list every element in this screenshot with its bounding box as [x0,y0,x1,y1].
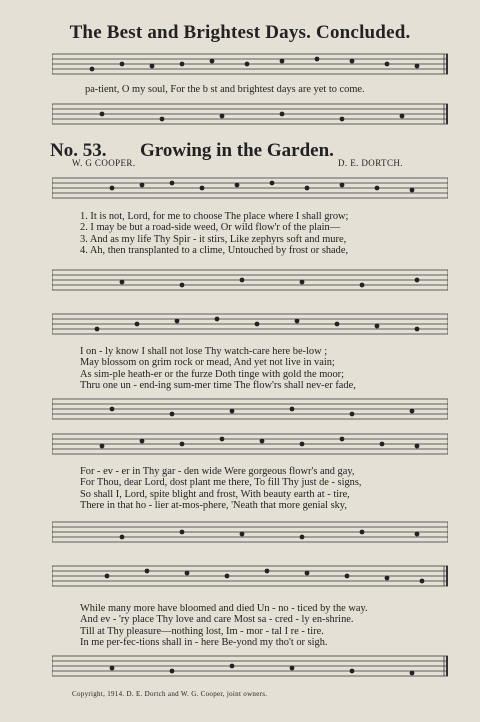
music-staff-treble [52,170,448,208]
top-lyric-line: pa-tient, O my soul, For the b st and brightest days are yet to come. [85,84,365,95]
hymn-number: No. 53. [50,140,107,161]
music-staff-bass [52,96,448,134]
lyric-line: May blossom on grim rock or mead, And yet not live in vain; [80,357,335,369]
music-staff-bass [52,393,448,429]
lyric-line: For - ev - er in Thy gar - den wide Were gorgeous flowr's and gay, [80,466,355,477]
lyric-line: And ev - 'ry place Thy love and care Most sa - cred - ly en-shrine. [80,614,354,626]
music-staff-treble [52,46,448,84]
lyric-line: There in that ho - lier at-mos-phere, 'Neath that more genial sky, [80,500,347,512]
music-staff-treble [52,428,448,464]
lyric-line: 2. I may be but a road-side weed, Or wild flow'r of the plain— [80,222,341,234]
lyricist-credit: W. G COOPER. [72,158,136,168]
verse-lines-system-3 [80,466,362,512]
music-staff-treble [52,560,448,596]
lyric-line: I on - ly know I shall not lose Thy watch-care here be-low ; [80,346,328,357]
verse-lines-system-4 [80,603,368,649]
music-staff-bass [52,650,448,686]
lyric-line: 3. And as my life Thy Spir - it stirs, Like zephyrs soft and mure, [80,233,347,245]
lyric-line: For Thou, dear Lord, dost plant me there, To fill Thy just de - signs, [80,477,362,489]
lyric-line: In me per-fec-tions shall in - here Be-yond my tho't or sigh. [80,637,328,649]
lyric-line: While many more have bloomed and died Un - no - ticed by the way. [80,603,368,614]
verse-lines-system-1 [80,211,348,257]
music-staff-treble [52,308,448,344]
copyright-notice: Copyright, 1914. D. E. Dortch and W. G. Cooper, joint owners. [72,690,268,698]
verse-lines-system-2 [80,346,356,392]
music-staff-bass [52,262,448,300]
lyric-line: Thru one un - end-ing sum-mer time The flow'rs shall nev-er fade, [80,380,356,392]
continued-hymn-title: The Best and Brightest Days. Concluded. [69,22,411,43]
lyric-line: Till at Thy pleasure—nothing lost, Im - mor - tal I re - tire. [80,625,324,637]
composer-credit: D. E. DORTCH. [338,158,403,168]
music-staff-bass [52,516,448,552]
lyric-line: 4. Ah, then transplanted to a clime, Untouched by frost or shade, [80,245,349,257]
hymn-title: Growing in the Garden. [140,140,334,161]
lyric-line: So shall I, Lord, spite blight and frost, With beauty earth at - tire, [80,488,350,500]
lyric-line: 1. It is not, Lord, for me to choose The place where I shall grow; [80,211,349,222]
lyric-line: As sim-ple heath-er or the furze Doth tinge with gold the moor; [80,368,345,380]
